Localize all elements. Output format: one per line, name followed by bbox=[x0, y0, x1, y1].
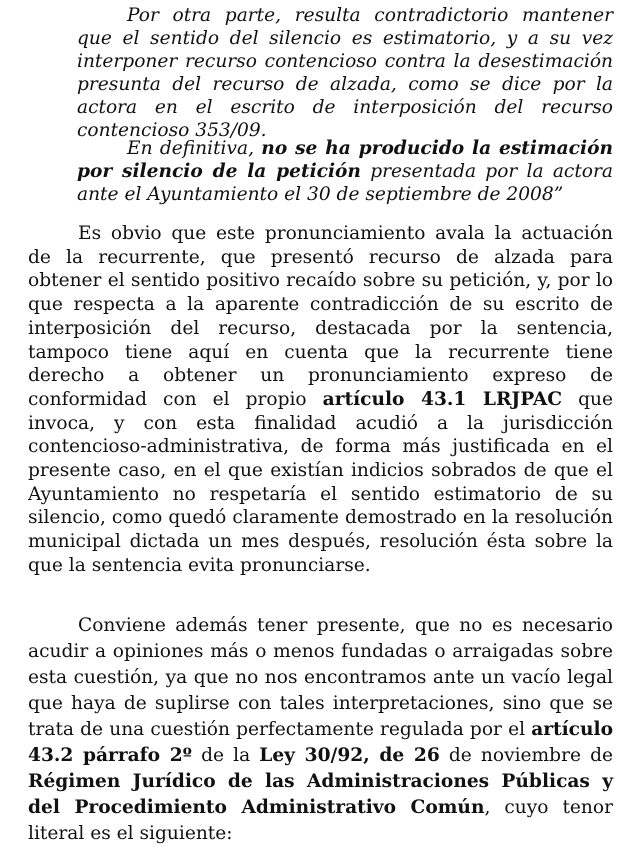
quote-p2-tail: presentada por la actora ante el Ayuntamiento el 30 de septiembre de 2008” bbox=[77, 161, 613, 205]
body-p1-lead: Es obvio que este pronunciamiento avala la actuación de la recurrente, que presentó recurso de alzada para obtener el sentido positivo recaído sobre su petición, y, por lo que respecta a la aparente contradicción de su escrito de interposición del recurso, destacada por la sentencia, tampoco tiene aquí en cuenta que la recurrente tiene derecho a obtener un pronunciamiento expreso de conformidad con el propio bbox=[28, 223, 613, 410]
quote-paragraph-2 bbox=[77, 137, 613, 206]
body-p2-connector: de la bbox=[191, 745, 260, 766]
quote-paragraph-1-text: Por otra parte, resulta contradictorio mantener que el sentido del silencio es estimatorio, y a su vez interponer recurso contencioso contra la desestimación presunta del recurso de alzada, como se dice por la actora en el escrito de interposición del recurso contencioso 353/09. bbox=[77, 5, 613, 141]
quote-p2-lead: En definitiva, bbox=[127, 138, 262, 159]
quote-p2-emphasis: no se ha producido la estimación por silencio de la petición bbox=[77, 138, 613, 182]
body-p2-lead: Conviene además tener presente, que no es necesario acudir a opiniones más o menos fundadas o arraigadas sobre esta cuestión, ya que no nos encontramos ante un vacío legal que haya de suplirse con tales interpretaciones, sino que se trata de una cuestión perfectamente regulada por el bbox=[28, 615, 613, 740]
body-p2-law-ref: Ley 30/92, de 26 bbox=[259, 745, 440, 766]
body-p2-connector-2: de noviembre de bbox=[439, 745, 613, 766]
body-p2-article-ref: artículo 43.2 párrafo 2º bbox=[28, 719, 613, 766]
quote-paragraph-1 bbox=[77, 4, 613, 142]
body-p2-law-title: Régimen Jurídico de las Administraciones Públicas y del Procedimiento Administrativo Común bbox=[28, 771, 613, 818]
body-p1-article-ref: artículo 43.1 LRJPAC bbox=[322, 388, 563, 410]
body-paragraph-2 bbox=[28, 613, 613, 847]
body-p2-tail: , cuyo tenor literal es el siguiente: bbox=[28, 797, 613, 844]
body-paragraph-1 bbox=[28, 222, 613, 578]
body-p1-tail: que invoca, y con esta finalidad acudió a la jurisdicción contencioso-administrativa, de forma más justificada en el presente caso, en el que existían indicios sobrados de que el Ayuntamiento no respetaría el sentido estimatorio de su silencio, como quedó claramente demostrado en la resolución municipal dictada un mes después, resolución ésta sobre la que la sentencia evita pronunciarse. bbox=[28, 388, 613, 576]
